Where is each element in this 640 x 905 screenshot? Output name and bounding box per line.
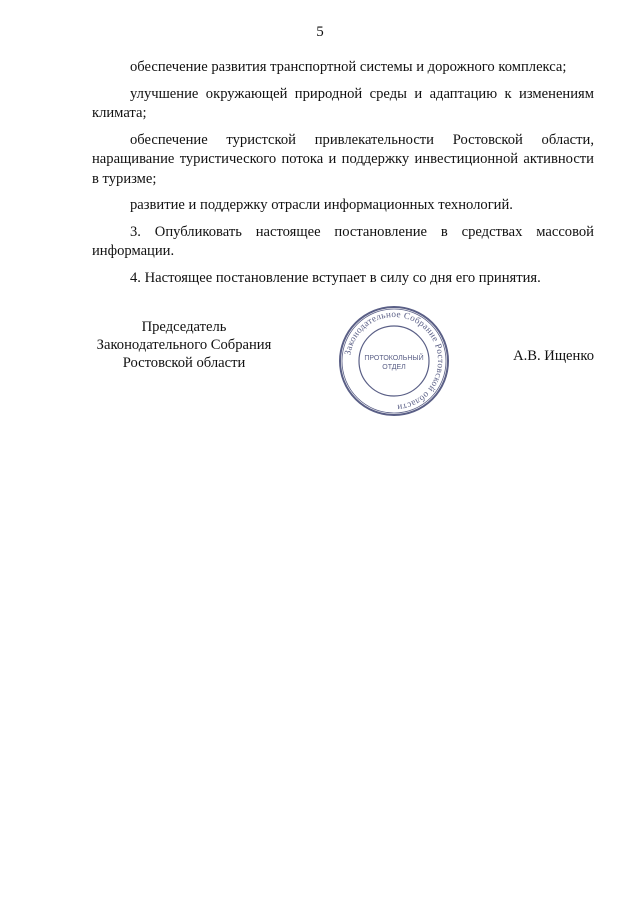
paragraph-tourism: обеспечение туристской привлекательности Ростовской области, наращивание туристического потока и поддержку инвестиционной активности в туризме;	[92, 131, 594, 187]
signatory-title-line: Законодательного Собрания	[96, 337, 272, 353]
signatory-title	[92, 318, 276, 372]
stamp-center-line2: ОТДЕЛ	[382, 364, 406, 371]
paragraph-environment: улучшение окружающей природной среды и адаптацию к изменениям климата;	[92, 85, 594, 121]
signatory-name: А.В. Ищенко	[513, 348, 594, 364]
paragraph-it: развитие и поддержку отрасли информационных технологий.	[130, 197, 513, 213]
paragraph-effective: 4. Настоящее постановление вступает в силу со дня его принятия.	[130, 269, 541, 286]
document-body	[92, 58, 594, 295]
signatory-title-line: Председатель	[141, 319, 227, 335]
stamp-center-line1: ПРОТОКОЛЬНЫЙ	[364, 355, 424, 362]
signatory-title-line: Ростовской области	[122, 355, 246, 371]
paragraph-transport: обеспечение развития транспортной системы и дорожного комплекса;	[130, 59, 567, 75]
paragraph-publish: 3. Опубликовать настоящее постановление в средствах массовой информации.	[92, 223, 594, 259]
stamp-ring-text: Законодательное Собрание Ростовской области	[342, 308, 447, 413]
page-number: 5	[316, 24, 324, 40]
official-stamp	[338, 305, 450, 417]
